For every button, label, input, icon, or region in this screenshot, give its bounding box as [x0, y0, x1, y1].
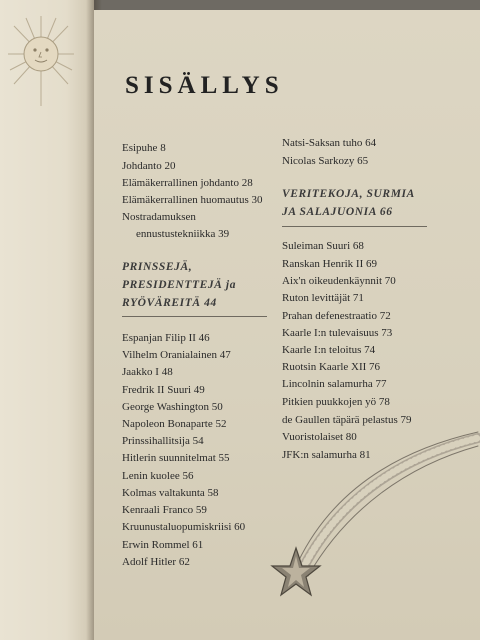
section-rule	[282, 226, 427, 227]
background-strip	[94, 0, 480, 10]
toc-entry: Ruton levittäjät 71	[282, 292, 364, 304]
toc-entry: Ranskan Henrik II 69	[282, 258, 378, 270]
toc-entry: George Washington 50	[122, 401, 223, 413]
toc-entry: Johdanto 20	[122, 160, 176, 172]
section-heading: PRINSSEJÄ,	[122, 261, 193, 273]
toc-entry: Espanjan Filip II 46	[122, 332, 210, 344]
toc-entry: Vilhelm Oranialainen 47	[122, 349, 231, 361]
toc-entry: Prahan defenestraatio 72	[282, 310, 391, 322]
section-rule	[122, 316, 267, 317]
toc-entry: Nostradamuksen	[122, 211, 196, 223]
toc-entry: Kenraali Franco 59	[122, 504, 207, 516]
shooting-star-icon	[268, 430, 480, 610]
section-heading: PRESIDENTTEJÄ ja	[122, 279, 237, 291]
sun-face-icon	[6, 14, 76, 110]
toc-entry: Kolmas valtakunta 58	[122, 487, 219, 499]
toc-entry: Hitlerin suunnitelmat 55	[122, 452, 230, 464]
toc-entry: Napoleon Bonaparte 52	[122, 418, 227, 430]
toc-entry: Erwin Rommel 61	[122, 539, 204, 551]
toc-entry: Kaarle I:n tulevaisuus 73	[282, 327, 393, 339]
toc-entry: JFK:n salamurha 81	[282, 449, 371, 461]
toc-entry: Prinssihallitsija 54	[122, 435, 204, 447]
section-heading: VERITEKOJA, SURMIA	[282, 188, 415, 200]
toc-entry: de Gaullen täpärä pelastus 79	[282, 414, 412, 426]
toc-entry: Vuoristolaiset 80	[282, 431, 357, 443]
toc-entry: Elämäkerrallinen johdanto 28	[122, 177, 253, 189]
toc-entry: Suleiman Suuri 68	[282, 240, 364, 252]
toc-entry: Elämäkerrallinen huomautus 30	[122, 194, 263, 206]
page-title: SISÄLLYS	[125, 72, 284, 99]
toc-entry: Kaarle I:n teloitus 74	[282, 344, 376, 356]
section-heading: RYÖVÄREITÄ 44	[122, 297, 217, 309]
toc-entry: Aix'n oikeudenkäynnit 70	[282, 275, 396, 287]
left-page	[0, 0, 94, 640]
toc-entry: Pitkien puukkojen yö 78	[282, 396, 390, 408]
toc-entry: Adolf Hitler 62	[122, 556, 190, 568]
toc-entry: Ruotsin Kaarle XII 76	[282, 361, 381, 373]
section-heading: JA SALAJUONIA 66	[282, 206, 393, 218]
toc-entry: Lincolnin salamurha 77	[282, 378, 387, 390]
toc-entry: Jaakko I 48	[122, 366, 173, 378]
toc-entry: Fredrik II Suuri 49	[122, 384, 205, 396]
toc-entry: Esipuhe 8	[122, 142, 166, 154]
toc-entry: Lenin kuolee 56	[122, 470, 194, 482]
toc-entry: Kruunustaluopumiskriisi 60	[122, 521, 246, 533]
toc-entry: ennustustekniikka 39	[136, 228, 230, 240]
toc-entry: Nicolas Sarkozy 65	[282, 155, 369, 167]
toc-entry: Natsi-Saksan tuho 64	[282, 137, 377, 149]
